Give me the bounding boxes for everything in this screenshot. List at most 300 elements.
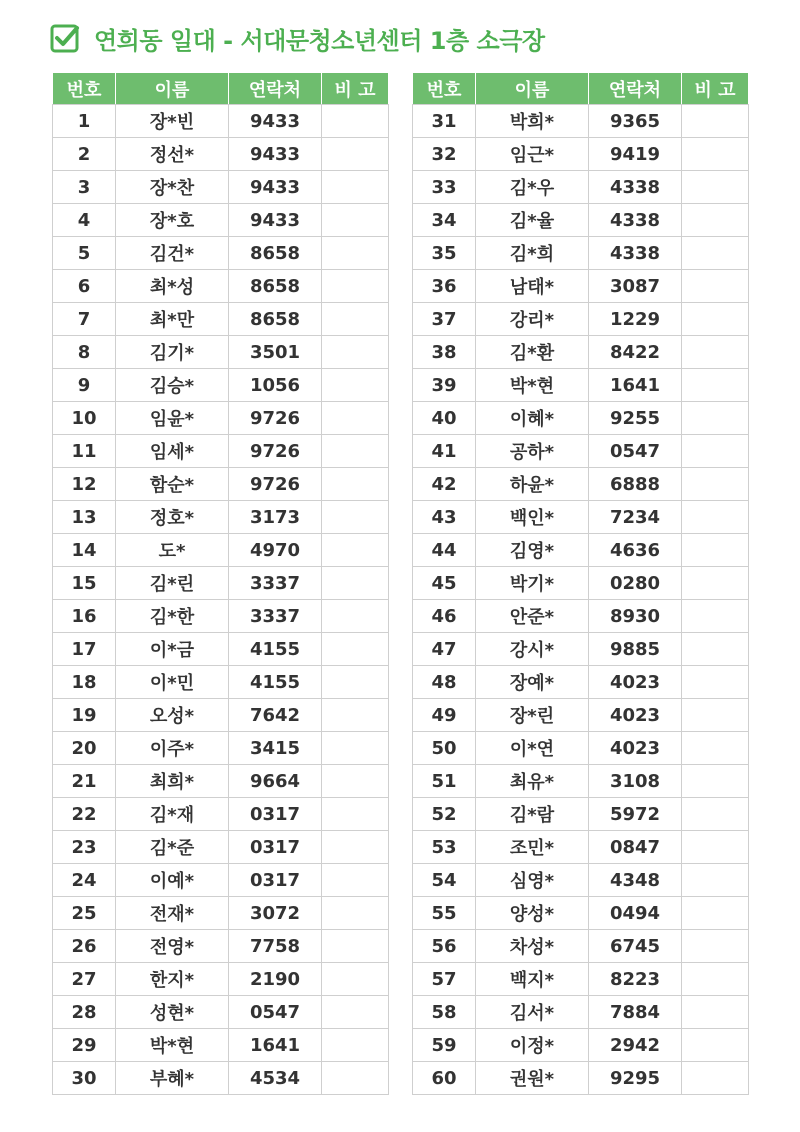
row-name: 이혜* [476,402,589,435]
row-name: 박희* [476,105,589,138]
row-name: 하윤* [476,468,589,501]
row-number: 28 [53,996,116,1029]
row-number: 54 [413,864,476,897]
row-number: 14 [53,534,116,567]
table-header-row [53,73,389,105]
row-number: 27 [53,963,116,996]
row-number: 24 [53,864,116,897]
row-note [682,105,749,138]
row-contact: 3337 [229,567,322,600]
row-contact: 4023 [589,666,682,699]
table-row [53,402,389,435]
table-row [53,303,389,336]
row-note [682,303,749,336]
row-note [682,336,749,369]
row-contact: 4023 [589,732,682,765]
row-note [322,435,389,468]
row-name: 김건* [116,237,229,270]
row-note [682,600,749,633]
row-number: 9 [53,369,116,402]
table-row [413,930,749,963]
row-contact: 6745 [589,930,682,963]
row-note [322,798,389,831]
table-row [53,369,389,402]
row-number: 15 [53,567,116,600]
table-row [53,765,389,798]
row-note [322,138,389,171]
table-row [53,1062,389,1095]
row-number: 49 [413,699,476,732]
row-note [682,765,749,798]
table-row [413,864,749,897]
table-row [413,402,749,435]
row-contact: 3072 [229,897,322,930]
table-row [53,798,389,831]
row-note [682,732,749,765]
row-note [682,831,749,864]
table-row [413,501,749,534]
table-row [413,336,749,369]
row-name: 김*린 [116,567,229,600]
row-number: 30 [53,1062,116,1095]
row-name: 이*민 [116,666,229,699]
row-number: 43 [413,501,476,534]
row-number: 32 [413,138,476,171]
row-note [682,171,749,204]
table-row [53,534,389,567]
page-title: 연희동 일대 - 서대문청소년센터 1층 소극장 [94,26,545,55]
row-contact: 9419 [589,138,682,171]
table-row [413,435,749,468]
table-row [53,633,389,666]
row-number: 45 [413,567,476,600]
row-contact: 6888 [589,468,682,501]
row-note [322,699,389,732]
row-note [322,567,389,600]
row-note [682,501,749,534]
row-name: 도* [116,534,229,567]
row-name: 공하* [476,435,589,468]
table-row [53,435,389,468]
row-number: 40 [413,402,476,435]
table-row [53,336,389,369]
table-row [413,798,749,831]
row-contact: 1641 [589,369,682,402]
row-contact: 9255 [589,402,682,435]
row-name: 최*만 [116,303,229,336]
row-note [322,204,389,237]
table-row [53,996,389,1029]
row-note [322,468,389,501]
row-number: 13 [53,501,116,534]
row-name: 심영* [476,864,589,897]
row-number: 34 [413,204,476,237]
row-contact: 3415 [229,732,322,765]
row-name: 장*린 [476,699,589,732]
row-contact: 3501 [229,336,322,369]
row-contact: 8930 [589,600,682,633]
row-number: 36 [413,270,476,303]
row-note [322,765,389,798]
table-row [53,864,389,897]
row-note [682,996,749,1029]
row-contact: 3337 [229,600,322,633]
row-name: 부혜* [116,1062,229,1095]
row-name: 김*환 [476,336,589,369]
row-name: 강리* [476,303,589,336]
row-contact: 4338 [589,171,682,204]
row-contact: 0317 [229,831,322,864]
row-number: 8 [53,336,116,369]
row-name: 함순* [116,468,229,501]
row-name: 김*람 [476,798,589,831]
table-row [413,963,749,996]
row-name: 임세* [116,435,229,468]
row-contact: 9433 [229,204,322,237]
table-row [413,204,749,237]
checkbox-checked-icon [50,23,80,53]
row-number: 11 [53,435,116,468]
row-contact: 4534 [229,1062,322,1095]
row-number: 46 [413,600,476,633]
row-note [322,402,389,435]
table-row [53,930,389,963]
row-contact: 0494 [589,897,682,930]
row-name: 김*율 [476,204,589,237]
table-row [413,303,749,336]
row-note [682,237,749,270]
row-note [682,1062,749,1095]
header-note: 비 고 [682,73,749,105]
table-row [413,897,749,930]
row-number: 39 [413,369,476,402]
row-number: 6 [53,270,116,303]
table-row [53,600,389,633]
row-number: 33 [413,171,476,204]
row-note [682,435,749,468]
table-row [413,105,749,138]
table-row [53,468,389,501]
row-number: 12 [53,468,116,501]
row-name: 김*준 [116,831,229,864]
roster-table-left [52,72,389,1095]
table-row [53,831,389,864]
row-note [682,864,749,897]
row-contact: 7884 [589,996,682,1029]
row-number: 51 [413,765,476,798]
row-note [322,1062,389,1095]
row-name: 김*희 [476,237,589,270]
row-number: 44 [413,534,476,567]
table-row [53,666,389,699]
row-name: 김영* [476,534,589,567]
row-name: 이정* [476,1029,589,1062]
row-note [682,798,749,831]
row-name: 전영* [116,930,229,963]
row-name: 김*한 [116,600,229,633]
row-name: 정선* [116,138,229,171]
row-number: 60 [413,1062,476,1095]
row-name: 권원* [476,1062,589,1095]
row-number: 16 [53,600,116,633]
row-contact: 3173 [229,501,322,534]
table-row [413,831,749,864]
table-row [53,732,389,765]
row-contact: 9726 [229,402,322,435]
row-name: 오성* [116,699,229,732]
row-contact: 3108 [589,765,682,798]
row-number: 37 [413,303,476,336]
row-note [322,501,389,534]
row-name: 정호* [116,501,229,534]
row-note [322,105,389,138]
row-contact: 1229 [589,303,682,336]
row-name: 최희* [116,765,229,798]
row-name: 박*현 [116,1029,229,1062]
row-number: 52 [413,798,476,831]
table-row [413,633,749,666]
row-number: 1 [53,105,116,138]
row-name: 남태* [476,270,589,303]
table-row [413,666,749,699]
table-row [413,732,749,765]
row-number: 10 [53,402,116,435]
roster-table-right [412,72,749,1095]
row-name: 김*재 [116,798,229,831]
row-name: 조민* [476,831,589,864]
row-contact: 9433 [229,171,322,204]
row-contact: 5972 [589,798,682,831]
row-number: 2 [53,138,116,171]
row-name: 장*찬 [116,171,229,204]
row-note [682,534,749,567]
row-note [682,666,749,699]
header-contact: 연락처 [229,73,322,105]
row-note [322,534,389,567]
row-contact: 9433 [229,105,322,138]
row-note [322,369,389,402]
table-row [53,138,389,171]
row-name: 백인* [476,501,589,534]
row-contact: 3087 [589,270,682,303]
row-number: 58 [413,996,476,1029]
row-note [682,1029,749,1062]
row-name: 장*호 [116,204,229,237]
row-contact: 0280 [589,567,682,600]
row-note [682,204,749,237]
row-note [322,666,389,699]
row-contact: 4348 [589,864,682,897]
row-contact: 8658 [229,303,322,336]
header-name: 이름 [476,73,589,105]
table-row [413,369,749,402]
row-name: 김기* [116,336,229,369]
row-note [322,1029,389,1062]
row-name: 이*연 [476,732,589,765]
row-number: 22 [53,798,116,831]
row-number: 17 [53,633,116,666]
row-contact: 0547 [229,996,322,1029]
row-name: 임근* [476,138,589,171]
row-contact: 9433 [229,138,322,171]
row-number: 42 [413,468,476,501]
row-contact: 4023 [589,699,682,732]
row-number: 26 [53,930,116,963]
row-note [682,270,749,303]
row-contact: 9365 [589,105,682,138]
table-row [53,1029,389,1062]
row-note [682,699,749,732]
row-note [322,831,389,864]
row-note [322,963,389,996]
row-note [682,369,749,402]
row-contact: 8223 [589,963,682,996]
row-name: 이예* [116,864,229,897]
row-note [682,402,749,435]
row-note [322,303,389,336]
row-name: 최*성 [116,270,229,303]
table-row [53,699,389,732]
row-note [322,237,389,270]
row-note [682,897,749,930]
row-number: 19 [53,699,116,732]
row-contact: 4636 [589,534,682,567]
row-number: 21 [53,765,116,798]
row-number: 55 [413,897,476,930]
row-number: 41 [413,435,476,468]
row-note [682,567,749,600]
row-contact: 0847 [589,831,682,864]
row-number: 50 [413,732,476,765]
row-note [322,171,389,204]
row-contact: 9295 [589,1062,682,1095]
row-contact: 9885 [589,633,682,666]
row-note [682,138,749,171]
table-row [53,963,389,996]
document-title [50,18,545,58]
table-row [413,699,749,732]
row-contact: 4155 [229,633,322,666]
row-contact: 4155 [229,666,322,699]
row-name: 강시* [476,633,589,666]
row-number: 53 [413,831,476,864]
table-row [413,1062,749,1095]
row-number: 20 [53,732,116,765]
row-contact: 7234 [589,501,682,534]
row-note [322,864,389,897]
row-contact: 0317 [229,864,322,897]
row-contact: 1056 [229,369,322,402]
table-row [53,171,389,204]
table-row [413,567,749,600]
table-row [413,996,749,1029]
row-contact: 7758 [229,930,322,963]
header-number: 번호 [413,73,476,105]
row-note [322,336,389,369]
row-note [322,930,389,963]
table-row [53,897,389,930]
row-number: 31 [413,105,476,138]
row-name: 김서* [476,996,589,1029]
table-row [53,501,389,534]
row-number: 38 [413,336,476,369]
row-name: 김*우 [476,171,589,204]
row-contact: 4338 [589,204,682,237]
row-name: 이*금 [116,633,229,666]
row-name: 장예* [476,666,589,699]
row-contact: 4970 [229,534,322,567]
row-contact: 0317 [229,798,322,831]
row-name: 양성* [476,897,589,930]
row-contact: 8422 [589,336,682,369]
row-note [322,996,389,1029]
row-number: 48 [413,666,476,699]
row-name: 이주* [116,732,229,765]
row-name: 김승* [116,369,229,402]
table-row [413,138,749,171]
row-contact: 9726 [229,468,322,501]
row-contact: 4338 [589,237,682,270]
row-name: 전재* [116,897,229,930]
row-note [322,732,389,765]
row-number: 35 [413,237,476,270]
table-row [53,270,389,303]
row-note [322,270,389,303]
row-note [682,468,749,501]
row-number: 29 [53,1029,116,1062]
table-row [413,765,749,798]
table-header-row [413,73,749,105]
row-name: 최유* [476,765,589,798]
row-number: 5 [53,237,116,270]
table-row [413,600,749,633]
row-contact: 0547 [589,435,682,468]
row-contact: 8658 [229,237,322,270]
table-row [53,237,389,270]
row-number: 18 [53,666,116,699]
row-name: 장*빈 [116,105,229,138]
row-contact: 1641 [229,1029,322,1062]
row-note [682,963,749,996]
row-number: 56 [413,930,476,963]
row-name: 임윤* [116,402,229,435]
table-row [53,105,389,138]
table-row [413,171,749,204]
row-number: 4 [53,204,116,237]
table-row [413,237,749,270]
row-name: 차성* [476,930,589,963]
row-number: 25 [53,897,116,930]
header-note: 비 고 [322,73,389,105]
row-number: 47 [413,633,476,666]
row-contact: 2942 [589,1029,682,1062]
table-row [413,270,749,303]
table-row [413,468,749,501]
row-contact: 9664 [229,765,322,798]
row-number: 57 [413,963,476,996]
header-name: 이름 [116,73,229,105]
row-contact: 8658 [229,270,322,303]
row-contact: 7642 [229,699,322,732]
row-number: 23 [53,831,116,864]
row-name: 성현* [116,996,229,1029]
row-name: 한지* [116,963,229,996]
row-note [322,633,389,666]
header-number: 번호 [53,73,116,105]
row-note [682,633,749,666]
row-number: 3 [53,171,116,204]
row-name: 박기* [476,567,589,600]
